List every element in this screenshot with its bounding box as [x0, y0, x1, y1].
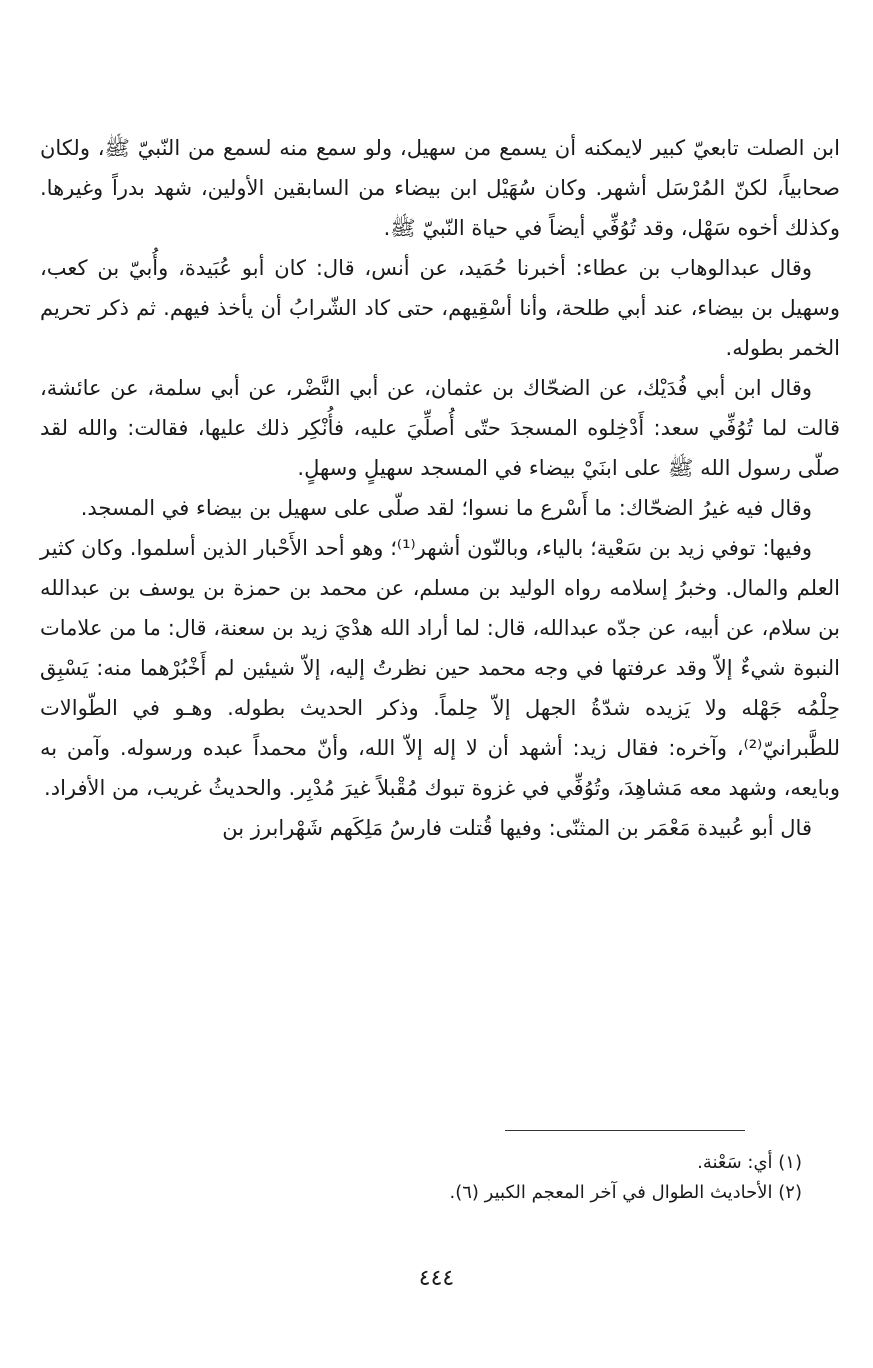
- main-text: [40, 128, 840, 848]
- paragraph-4: وقال فيه غيرُ الضحّاك: ما أَسْرع ما نسوا؛ لقد صلّى على سهيل بن بيضاء في المسجد.: [80, 496, 812, 520]
- paragraph-5: وفيها: توفي زيد بن سَعْية؛ بالياء، وبالنّون أشهر⁽¹⁾؛ وهو أحد الأَحْبار الذين أسلموا. وكان كثير العلم والمال. وخبرُ إسلامه رواه الوليد بن مسلم، عن محمد بن حمزة بن يوسف بن عبدالله بن سلام، عن أبيه، عن جدّه عبدالله، قال: لما أراد الله هدْيَ زيد بن سعنة، قال: ما من علامات النبوة شيءٌ إلاّ وقد عرفتها في وجه محمد حين نظرتُ إليه، إلاّ شيئين لم أَخْبُرْهما منه: يَسْبِق حِلْمُه جَهْله ولا يَزيده شدّةُ الجهل إلاّ حِلماً. وذكر الحديث بطوله. وهـو في الطّوالات للطَّبرانيّ⁽²⁾، وآخره: فقال زيد: أشهد أن لا إله إلاّ الله، وأنّ محمداً عبده ورسوله. وآمن به وبايعه، وشهد معه مَشاهِدَ، وتُوُفِّي في غزوة تبوك مُقْبلاً غيرَ مُدْبِر. والحديثُ غريب، من الأفراد.: [40, 536, 840, 800]
- footnote-2: (٢) الأحاديث الطوال في آخر المعجم الكبير (٦).: [449, 1182, 802, 1203]
- footnote-1: (١) أي: سَعْنة.: [697, 1152, 802, 1173]
- footnote-divider: [505, 1130, 745, 1131]
- page-number: ٤٤٤: [418, 1266, 455, 1291]
- footnotes: [40, 1148, 840, 1208]
- paragraph-6: قال أبو عُبيدة مَعْمَر بن المثنّى: وفيها قُتلت فارسُ مَلِكَهم شَهْرابرز بن: [222, 816, 812, 840]
- paragraph-3: وقال ابن أبي فُدَيْك، عن الضحّاك بن عثمان، عن أبي النَّضْر، عن أبي سلمة، عن عائشة، قالت لما تُوُفِّي سعد: أَدْخِلوه المسجدَ حتّى أُصلِّيَ عليه، فأُنْكِر ذلك عليها، فقالت: والله لقد صلّى رسول الله ﷺ على ابنَيْ بيضاء في المسجد سهيلٍ وسهلٍ.: [40, 376, 840, 480]
- paragraph-2: وقال عبدالوهاب بن عطاء: أخبرنا حُمَيد، عن أنس، قال: كان أبو عُبَيدة، وأُبيّ بن كعب، وسهيل بن بيضاء، عند أبي طلحة، وأنا أسْقِيهم، حتى كاد الشّرابُ أن يأخذ فيهم. ثم ذكر تحريم الخمر بطوله.: [40, 256, 840, 360]
- paragraph-1: ابن الصلت تابعيّ كبير لايمكنه أن يسمع من سهيل، ولو سمع منه لسمع من النّبيّ ﷺ، ولكان صحابياً، لكنّ المُرْسَل أشهر. وكان سُهَيْل ابن بيضاء من السابقين الأولين، شهد بدراً وغيرها. وكذلك أخوه سَهْل، وقد تُوُفِّي أيضاً في حياة النّبيّ ﷺ.: [40, 136, 840, 240]
